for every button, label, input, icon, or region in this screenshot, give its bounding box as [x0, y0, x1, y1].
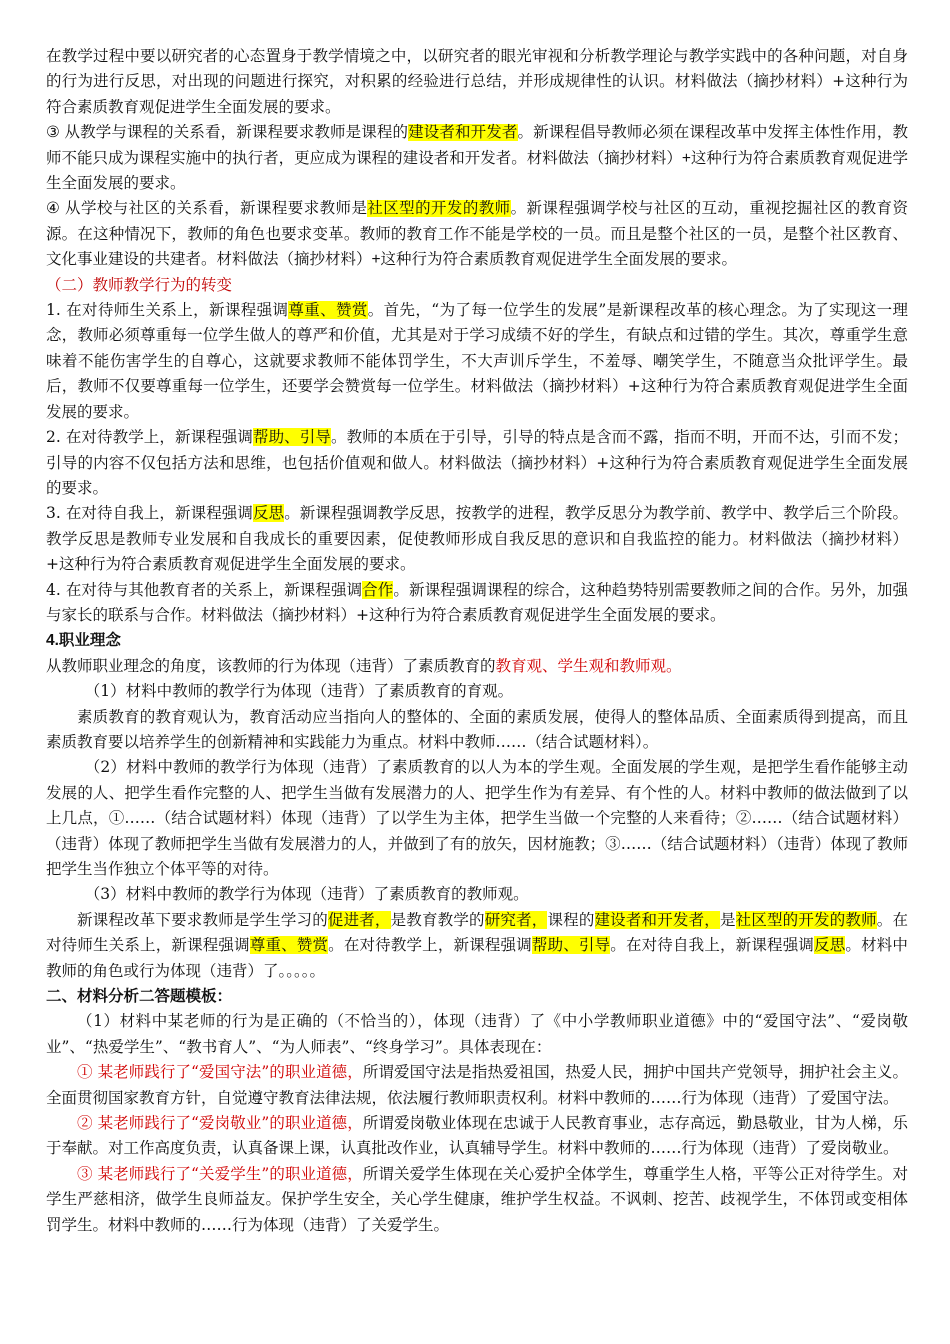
text: 3. 在对待自我上，新课程强调: [46, 504, 253, 523]
highlight-community-teacher: 社区型的开发的教师: [735, 910, 877, 929]
section-title-template-two: 二、材料分析二答题模板：: [46, 988, 233, 1006]
concept-intro: [46, 654, 908, 679]
paragraph-course-relation: [46, 120, 908, 196]
text: 。首先，“为了每一位学生的发展”是新课程改革的核心理念。为了实现这一理念，教师必须尊重每一位学生做人的尊严和价值，尤其是对于学习成绩不好的学生，有缺点和过错的学生。其次，尊重学生意味着不能伤害学生的自尊心，这就要求教师不能体罚学生，不大声训斥学生，不羞辱、嘲笑学生，不随意当众批评学生。最后，教师不仅要尊重每一位学生，还要学会赞赏每一位学生。材料做法（摘抄材料）+这种行为符合素质教育观促进学生全面发展的要求。: [46, 301, 908, 421]
text: 所谓爱岗敬业体现在忠诚于人民教育事业，志存高远，勤恳敬业，甘为人梯，乐于奉献。对工作高度负责，认真备课上课，认真批改作业，认真辅导学生。材料中教师的……行为体现（违背）了爱岗敬业。: [46, 1114, 908, 1158]
item-teaching: [46, 425, 908, 501]
text: 从教师职业理念的角度，该教师的行为体现（违背）了素质教育的: [46, 656, 496, 675]
text: 1. 在对待师生关系上，新课程强调: [46, 301, 289, 320]
highlight-guide: 帮助、引导: [252, 428, 331, 447]
text: 2. 在对待教学上，新课程强调: [46, 428, 253, 447]
section-title-teaching-behavior: （二）教师教学行为的转变: [46, 275, 233, 294]
text: 。在对待师生关系上，新课程强调: [46, 910, 908, 955]
highlight-reflection: 反思: [252, 504, 285, 523]
highlight-cooperation: 合作: [362, 580, 394, 599]
text: 课程的: [547, 910, 595, 929]
text: 。教师的本质在于引导，引导的特点是含而不露，指而不明，开而不达，引而不发；引导的内容不仅包括方法和思维，也包括价值观和做人。材料做法（摘抄材料）+这种行为符合素质教育观促进学生全面发展的要求。: [46, 428, 908, 497]
section-title-professional-concept: 4.职业理念: [46, 632, 121, 650]
text: 所谓爱国守法是指热爱祖国，热爱人民，拥护中国共产党领导，拥护社会主义。全面贯彻国家教育方针，自觉遵守教育法律法规，依法履行教师职责权利。材料中教师的……行为体现（违背）了爱国守法。: [46, 1063, 908, 1107]
text: 所谓关爱学生体现在关心爱护全体学生，尊重学生人格，平等公正对待学生。对学生严慈相济，做学生良师益友。保护学生安全，关心学生健康，维护学生权益。不讽刺、挖苦、歧视学生，不体罚或变相体罚学生。材料中教师的……行为体现（违背）了关爱学生。: [46, 1164, 908, 1234]
text: 。材料中教师的角色或行为体现（违背）了。。。。。: [46, 936, 908, 980]
item-teacher-student: [46, 298, 908, 425]
highlight-reflection: 反思: [814, 936, 846, 955]
highlight-guide: 帮助、引导: [531, 936, 611, 955]
paragraph-researcher: 在教学过程中要以研究者的心态置身于教学情境之中，以研究者的眼光审视和分析教学理论与教学实践中的各种问题，对自身的行为进行反思，对出现的问题进行探究，对积累的经验进行总结，并形成规律性的认识。材料做法（摘抄材料）+这种行为符合素质教育观促进学生全面发展的要求。: [46, 47, 908, 116]
text: ③ 从教学与课程的关系看，新课程要求教师是课程的: [46, 124, 409, 142]
highlight-community-teacher: 社区型的开发的教师: [367, 200, 511, 218]
ethics-care-students: [46, 1162, 908, 1238]
text: 。新课程强调教学反思，按教学的进程，教学反思分为教学前、教学中、教学后三个阶段。教学反思是教师专业发展和自我成长的重要因素，促使教师形成自我反思的意识和自我监控的能力。材料做法（摘抄材料）+这种行为符合素质教育观促进学生全面发展的要求。: [46, 504, 908, 574]
item-self: [46, 501, 908, 577]
text: 。新课程倡导教师必须在课程改革中发挥主体性作用，教师不能只成为课程实施中的执行者，更应成为课程的建设者和开发者。材料做法（摘抄材料）+这种行为符合素质教育观促进学生全面发展的要求。: [46, 124, 908, 193]
text: 。新课程强调课程的综合，这种趋势特别需要教师之间的合作。另外，加强与家长的联系与合作。材料做法（摘抄材料）+这种行为符合素质教育观促进学生全面发展的要求。: [46, 580, 908, 624]
highlight-promoter: 促进者，: [327, 910, 391, 929]
concept-student-view: （2）材料中教师的教学行为体现（违背）了素质教育的以人为本的学生观。全面发展的学生观，是把学生看作能够主动发展的人、把学生看作完整的人、把学生当做有发展潜力的人、把学生作为有差异、有个性的人。材料中教师的做法做到了以上几点，①……（结合试题材料）体现（违背）了以学生为主体，把学生当做一个完整的人来看待；②……（结合试题材料）（违背）体现了教师把学生当做有发展潜力的人，并做到了有的放矢，因材施教；③……（结合试题材料）（违背）体现了教师把学生当作独立个体平等的对待。: [46, 758, 908, 878]
highlight-respect: 尊重、赞赏: [249, 936, 329, 955]
highlight-builder-developer: 建设者和开发者: [408, 124, 518, 142]
text: 是: [719, 910, 736, 929]
text: 。新课程强调学校与社区的互动，重视挖掘社区的教育资源。在这种情况下，教师的角色也要求变革。教师的教育工作不能是学校的一员。而且是整个社区的一员，是整个社区教育、文化事业建设的共建者。材料做法（摘抄材料）+这种行为符合素质教育观促进学生全面发展的要求。: [46, 200, 908, 269]
text: ④ 从学校与社区的关系看，新课程要求教师是: [46, 200, 368, 218]
text: 4. 在对待与其他教育者的关系上，新课程强调: [46, 580, 363, 599]
concept-education-view-heading: （1）材料中教师的教学行为体现（违背）了素质教育的育观。: [84, 682, 514, 701]
document-page: [46, 44, 908, 1238]
ethics-dedication: [46, 1111, 908, 1162]
concept-education-view-body: 素质教育的教育观认为，教育活动应当指向人的整体的、全面的素质发展，使得人的整体品质、全面素质得到提高，而且素质教育要以培养学生的创新精神和实践能力为重点。材料中教师……（结合试题材料）。: [46, 707, 908, 751]
red-emphasis: ① 某老师践行了“爱国守法”的职业道德，: [77, 1063, 363, 1082]
highlight-builder: 建设者和开发者，: [594, 910, 720, 929]
red-emphasis: ③ 某老师践行了“关爱学生”的职业道德，: [77, 1164, 363, 1183]
highlight-respect: 尊重、赞赏: [288, 301, 368, 320]
text: 。在对待自我上，新课程强调: [610, 936, 815, 955]
red-emphasis: 教育观、学生观和教师观。: [495, 656, 682, 675]
concept-teacher-view-body: [46, 908, 908, 984]
ethics-patriotism: [46, 1060, 908, 1111]
text: 新课程改革下要求教师是学生学习的: [77, 910, 328, 929]
paragraph-community-relation: [46, 196, 908, 272]
red-emphasis: ② 某老师践行了“爱岗敬业”的职业道德，: [77, 1114, 363, 1133]
text: 。在对待教学上，新课程强调: [328, 936, 532, 955]
template-lead: （1）材料中某老师的行为是正确的（不恰当的），体现（违背）了《中小学教师职业道德》中的“爱国守法”、“爱岗敬业”、“热爱学生”、“教书育人”、“为人师表”、“终身学习”。具体表现在：: [46, 1012, 908, 1056]
highlight-researcher: 研究者，: [484, 910, 548, 929]
text: 是教育教学的: [390, 910, 485, 929]
concept-teacher-view-heading: （3）材料中教师的教学行为体现（违背）了素质教育的教师观。: [84, 885, 529, 904]
item-other-educators: [46, 578, 908, 629]
